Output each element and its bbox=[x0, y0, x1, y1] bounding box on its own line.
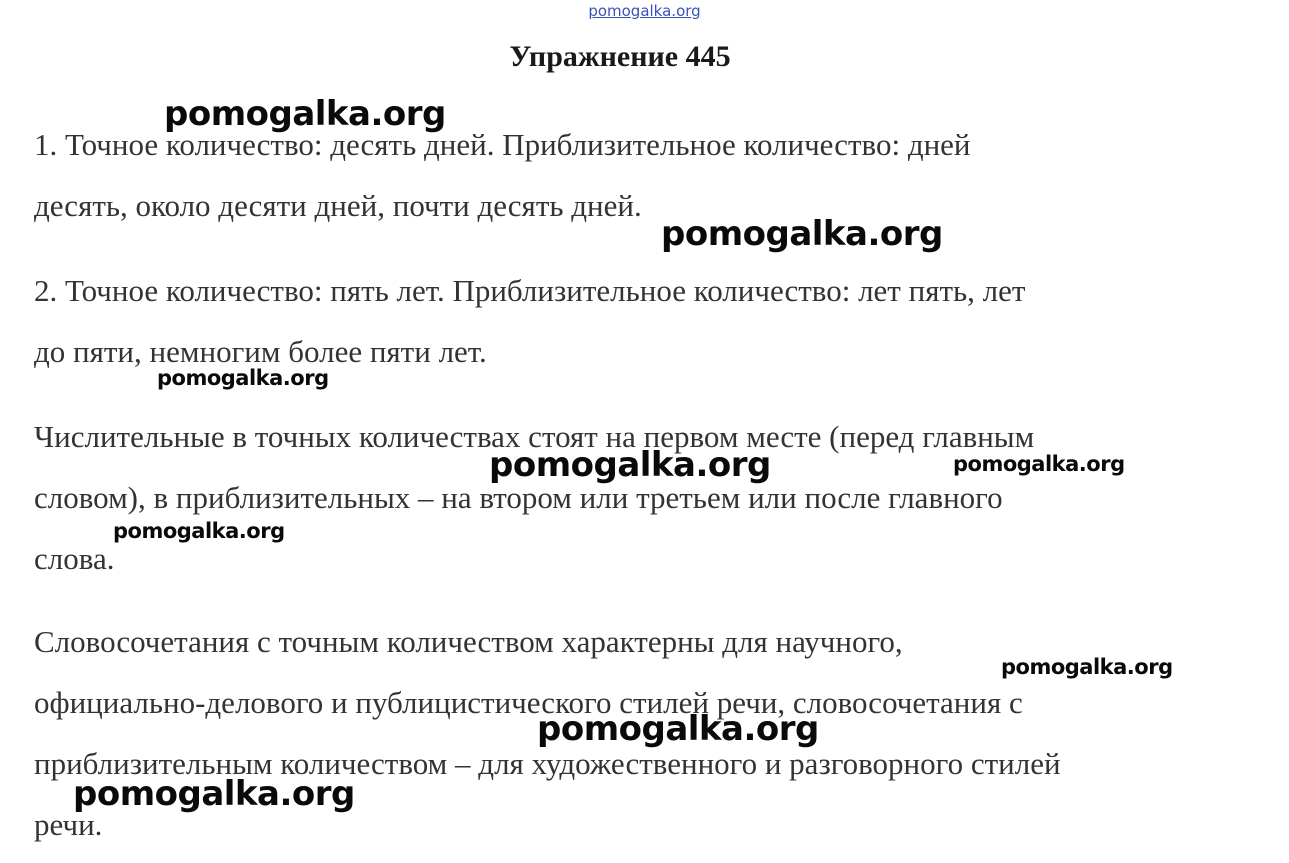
source-link[interactable]: pomogalka.org bbox=[588, 2, 701, 20]
watermark: pomogalka.org bbox=[113, 519, 285, 543]
watermark: pomogalka.org bbox=[164, 94, 446, 134]
paragraph-2: 2. Точное количество: пять лет. Приблизительное количество: лет пять, лет до пяти, немногим более пяти лет. bbox=[34, 273, 1026, 369]
page-title: Упражнение 445 bbox=[509, 40, 731, 73]
watermark: pomogalka.org bbox=[661, 214, 943, 254]
watermark: pomogalka.org bbox=[157, 366, 329, 390]
paragraph-1: 1. Точное количество: десять дней. Приблизительное количество: дней десять, около десяти дней, почти десять дней. bbox=[34, 127, 971, 223]
watermark: pomogalka.org bbox=[1001, 655, 1173, 679]
watermark: pomogalka.org bbox=[537, 709, 819, 749]
watermark: pomogalka.org bbox=[73, 774, 355, 814]
watermark: pomogalka.org bbox=[953, 452, 1125, 476]
paragraph-4: Словосочетания с точным количеством характерны для научного, официально-делового и публицистического стилей речи, словосочетания с приблизительным количеством – для художественного и разговорного стилей речи. bbox=[34, 624, 1061, 842]
paragraph-3: Числительные в точных количествах стоят на первом месте (перед главным словом), в приблизительных – на втором или третьем или после главного слова. bbox=[34, 419, 1035, 576]
watermark: pomogalka.org bbox=[489, 445, 771, 485]
